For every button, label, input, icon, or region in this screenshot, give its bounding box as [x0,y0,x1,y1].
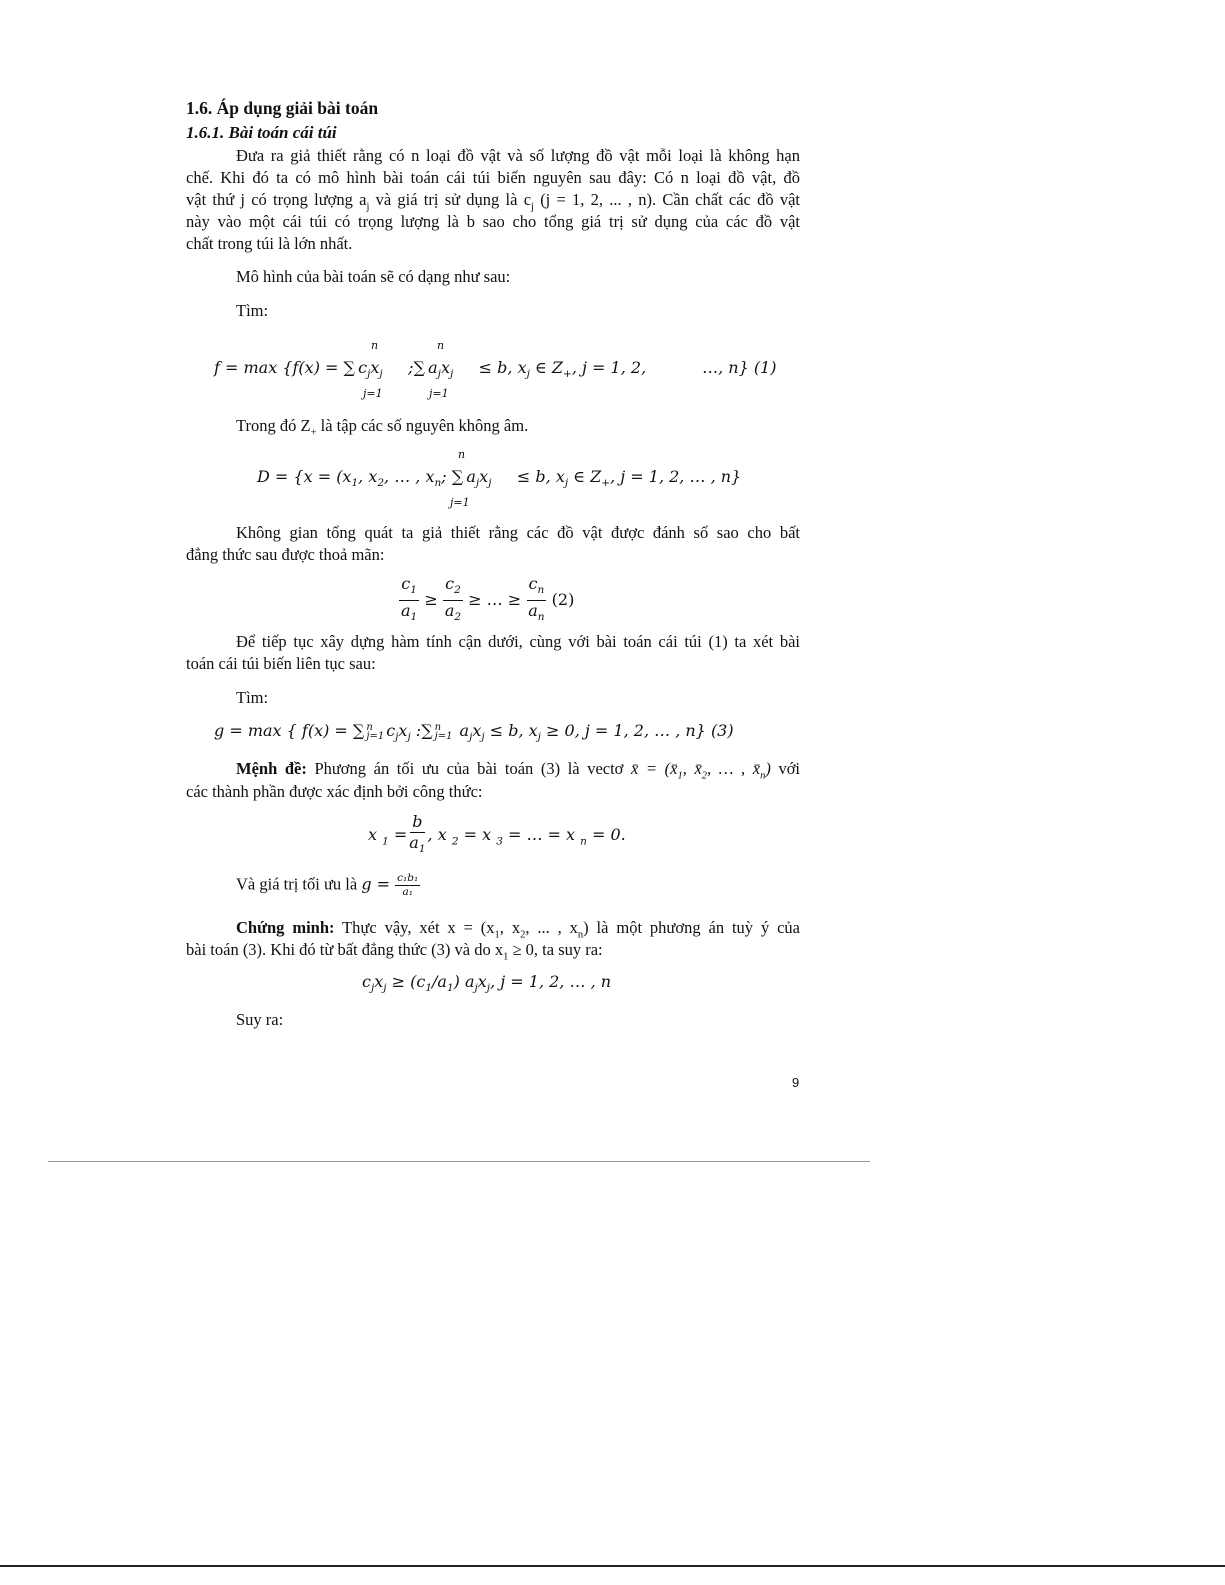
eq1-sum2-upper: n [437,339,445,352]
eq1-sum1-lower: j=1 [363,387,383,400]
equation-4: x $_1$ = $\frac{b}{a_1}$ , x $_2$ = x $_3$ = … = x $_n$ = 0. [368,812,626,856]
suy-ra-label: Suy ra: [236,1010,284,1029]
equation-1: f = max {f(x) = ∑ $c_jx_j$ ;∑ $a_jx_j$ ≤ b, $x_j$ ∈ $Z_+$, j = 1, 2, …, n} (1) [214,358,777,381]
proof-line1: Chứng minh: Thực vậy, xét $x = (x_1$, $x_2$, ... , $x_n$) là một phương án tuỳ ý của [236,918,801,941]
proposition-line1: Mệnh đề: Phương án tối ưu của bài toán (3) là vectơ x̄ = ($x̄_1$, $x̄_2$, … , $x̄_n$) với [236,759,801,782]
page-number: 9 [792,1075,800,1090]
para1-line1: Đưa ra giả thiết rằng có n loại đồ vật và số lượng đồ vật mỗi loại là không hạn [236,146,800,165]
equation-3: g = max { f(x) = ∑ n j=1 $c_jx_j$ :∑ n j=1 $a_jx_j \le b$, $x_j \ge 0$, j = 1, 2, … , n} (3) [214,721,734,744]
proposition-line2: các thành phần được xác định bởi công thức: [186,782,483,801]
para3-line1: Để tiếp tục xây dựng hàm tính cận dưới, cùng với bài toán cái túi (1) ta xét bài [236,632,800,651]
model-intro: Mô hình của bài toán sẽ có dạng như sau: [236,267,511,286]
eqD-sum-upper: n [458,448,466,461]
find-label-1: Tìm: [236,301,269,320]
para2-line2: đẳng thức sau được thoả mãn: [186,545,385,564]
para1-line3: vật thứ j có trọng lượng $a_j$ và giá trị sử dụng là $c_j$ (j = 1, 2, ... , n). Cần chất các đồ vật [186,190,801,213]
zplus-line: Trong đó $Z_+$ là tập các số nguyên không âm. [236,416,529,439]
eq1-sum1-upper: n [371,339,379,352]
eq1-sum2-lower: j=1 [429,387,449,400]
equation-5: $c_jx_j \ge (c_1/a_1)$ $a_jx_j$, j = 1, 2, … , n [362,972,612,995]
equation-D: $D = \{x = (x_1$, $x_2$, … , $x_n$; ∑ $a_jx_j$ ≤ b, $x_j$ ∈ $Z_+$, j = 1, 2, … , n} [257,467,742,490]
para1-line4: này vào một cái túi có trọng lượng là b sao cho tổng giá trị sử dụng của các đồ vật [186,212,800,231]
equation-2: $\frac{c_1}{a_1}$ ≥ $\frac{c_2}{a_2}$ ≥ … ≥ $\frac{c_n}{a_n}$ (2) [401,574,575,624]
para2-line1: Không gian tổng quát ta giả thiết rằng các đồ vật được đánh số sao cho bất [236,523,800,542]
para1-line5: chất trong túi là lớn nhất. [186,234,353,253]
subsection-heading: 1.6.1. Bài toán cái túi [186,123,337,142]
para1-line2: chế. Khi đó ta có mô hình bài toán cái túi biến nguyên sau đây: Có n loại đồ vật, đồ [186,168,800,187]
eqD-sum-lower: j=1 [450,496,470,509]
find-label-2: Tìm: [236,688,269,707]
bottom-border [0,1565,1225,1567]
para3-line2: toán cái túi biến liên tục sau: [186,654,376,673]
page-divider [48,1161,870,1162]
section-heading: 1.6. Áp dụng giải bài toán [186,98,379,118]
optimal-value-line: Và giá trị tối ưu là g = $\frac{\text{c₁b₁}}{\text{a₁}}$ [236,872,419,898]
proof-line2: bài toán (3). Khi đó từ bất đẳng thức (3) và do $x_1 \ge 0$, ta suy ra: [186,940,603,963]
